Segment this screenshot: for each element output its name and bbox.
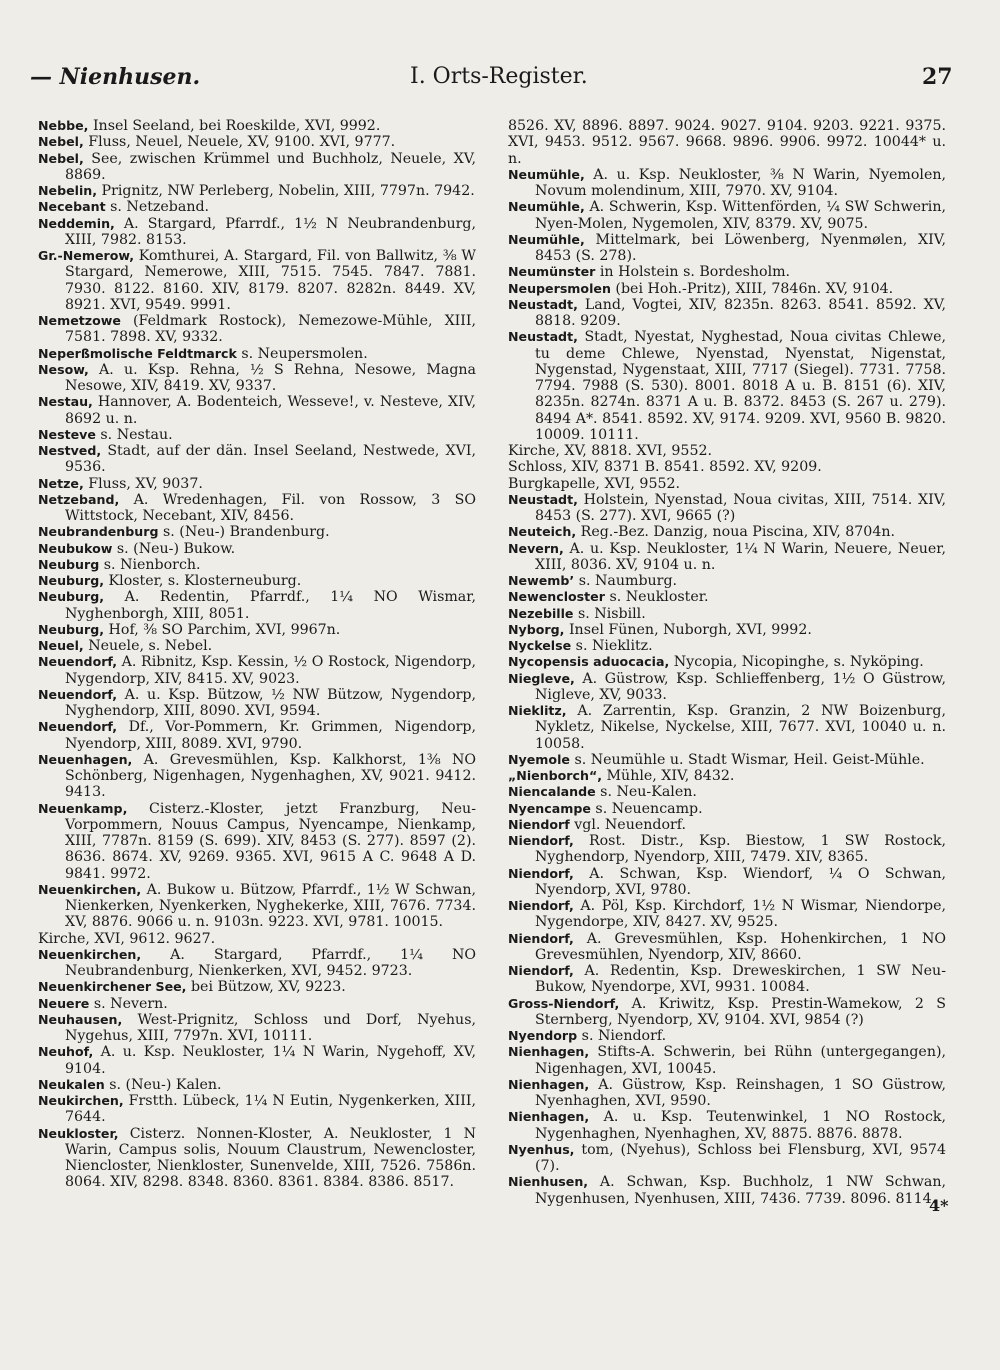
entry-headword: Nestau, [38,394,93,410]
entry-text: s. Neupersmolen. [236,345,368,362]
entry-headword: Nienhagen, [508,1044,590,1060]
index-entry [508,281,946,297]
index-entry [38,687,476,720]
entry-headword: Neukirchen, [38,1093,124,1108]
index-entry [508,1142,946,1175]
entry-text: A. Redentin, Ksp. Dreweskirchen, 1 SW Neu-Bukow, Nyendorpe, XVI, 9931. 10084. [535,963,946,996]
index-entry [508,476,946,492]
entry-headword: Gross-Niendorf, [508,995,620,1011]
entry-text: s. Niendorf. [577,1028,667,1044]
index-entry [38,443,476,476]
entry-headword: Neumühle, [508,166,585,182]
entry-text: Prignitz, NW Perleberg, Nobelin, XIII, 7797n. 7942. [97,183,475,199]
entry-text: Nycopia, Nicopinghe, s. Nyköping. [669,654,924,671]
entry-headword: Nestved, [38,443,102,458]
entry-text: Cisterz. Nonnen-Kloster, A. Neukloster, 1 N Warin, Campus solis, Nouum Claustrum, Newencloster, Niencloster, Nienkloster, Sunenvelde, XIII, 7526. 7586n. 8064. XIV, 8298. 8348. 8360. 8361. 8384. 8386. 8517. [65,1125,476,1191]
index-entry [38,216,476,249]
index-entry [38,492,476,525]
right-column [508,118,946,1207]
entry-text: West-Prignitz, Schloss und Dorf, Nyehus, Nygehus, XIII, 7797n. XVI, 10111. [65,1011,476,1044]
entry-text: Fluss, XV, 9037. [83,475,203,492]
entry-text: Schloss, XIV, 8371 B. 8541. 8592. XV, 9209. [508,459,822,476]
entry-headword: Neddemin, [38,215,115,231]
entry-text: A. Schwan, Ksp. Buchholz, 1 NW Schwan, Nygenhusen, Nyenhusen, XIII, 7436. 7739. 8096. 8114. [535,1174,946,1207]
entry-text: A. u. Ksp. Teutenwinkel, 1 NO Rostock, Nygenhaghen, Nyenhaghen, XV, 8875. 8876. 8878. [535,1109,946,1142]
index-entry [508,654,946,670]
entry-headword: Nienhusen, [508,1174,589,1190]
entry-text: A. Güstrow, Ksp. Reinshagen, 1 SO Güstrow, Nyenhaghen, XVI, 9590. [535,1076,946,1109]
index-entry [38,638,476,654]
index-entry [38,996,476,1012]
entry-headword: Neukloster, [38,1125,119,1141]
index-entry [508,752,946,768]
index-entry [508,671,946,704]
entry-headword: Neuendorf, [38,654,118,670]
entry-headword: Nyencampe [508,800,591,816]
entry-headword: Gr.-Nemerow, [38,248,134,263]
entry-headword: Neuenkirchen, [38,881,142,897]
entry-text: Kloster, s. Klosterneuburg. [104,573,302,589]
entry-text: Cisterz.-Kloster, jetzt Franzburg, Neu-Vorpommern, Nouus Campus, Nyencampe, Nienkamp, XIII, 7787n. 8159 (S. 699). XIV, 8453 (S. 277). 8597 (2). 8636. 8674. XV, 9269. 9365. XVI, 9615 A C. 9648 A D. 9841. 9972. [65,800,476,882]
entry-text: A. Grevesmühlen, Ksp. Hohenkirchen, 1 NO Grevesmühlen, Nyendorp, XIV, 8660. [535,930,946,963]
entry-headword: Niegleve, [508,670,575,686]
entry-headword: Neperßmolische Feldtmarck [38,345,237,361]
index-entry [508,1174,946,1207]
entry-text: Land, Vogtei, XIV, 8235n. 8263. 8541. 8592. XV, 8818. 9209. [535,296,946,329]
entry-text: See, zwischen Krümmel und Buchholz, Neuele, XV, 8869. [65,150,476,183]
index-entry [508,1044,946,1077]
index-entry [508,443,946,459]
entry-text: A. Kriwitz, Ksp. Prestin-Wamekow, 2 S Sternberg, Nyendorp, XV, 9104. XVI, 9854 (?) [535,995,946,1028]
entry-text: bei Bützow, XV, 9223. [186,979,346,996]
index-entry [508,784,946,800]
entry-headword: Neuere [38,995,90,1011]
index-entry [508,297,946,330]
entry-text: Mühle, XIV, 8432. [602,768,735,784]
entry-text: Frstth. Lübeck, 1¼ N Eutin, Nygenkerken, XIII, 7644. [65,1093,476,1126]
running-head-left: — Nienhusen. [30,64,201,90]
index-entry [38,183,476,199]
entry-text: A. u. Ksp. Neukloster, ⅜ N Warin, Nyemolen, Novum molendinum, XIII, 7970. XV, 9104. [535,166,946,199]
entry-text: Hannover, A. Bodenteich, Wesseve!, v. Nesteve, XIV, 8692 u. n. [65,394,476,427]
entry-headword: Nebel, [38,150,84,166]
entry-headword: Neuteich, [508,524,577,540]
index-entry [508,801,946,817]
entry-headword: Neuel, [38,638,84,653]
index-entry [508,833,946,866]
entry-text: A. Stargard, Pfarrdf., 1½ N Neubrandenburg, XIII, 7982. 8153. [65,215,476,248]
entry-headword: Niendorf, [508,898,574,913]
entry-text: s. Neuencamp. [590,800,703,817]
index-entry [508,459,946,475]
entry-headword: Niendorf, [508,963,574,978]
index-entry [508,118,946,167]
entry-text: s. Nevern. [89,995,168,1012]
entry-headword: Nienhagen, [508,1109,590,1125]
entry-text: A. u. Ksp. Neukloster, 1¼ N Warin, Nygehoff, XV, 9104. [65,1044,476,1077]
entry-headword: Neuendorf, [38,686,118,702]
index-entry [38,118,476,134]
entry-headword: Nevern, [508,540,564,556]
entry-headword: Niendorf, [508,930,574,946]
entry-text: Df., Vor-Pommern, Kr. Grimmen, Nigendorp, Nyendorp, XIII, 8089. XVI, 9790. [65,719,476,752]
index-entry [38,573,476,589]
entry-headword: Niendorf, [508,833,574,848]
index-entry [508,167,946,200]
entry-headword: Necebant [38,199,106,215]
entry-text: s. (Neu-) Bukow. [112,540,236,557]
entry-text: Fluss, Neuel, Neuele, XV, 9100. XVI, 9777. [83,134,396,151]
index-entry [508,492,946,525]
entry-headword: Newemb’ [508,573,575,588]
entry-text: A. Güstrow, Ksp. Schlieffenberg, 1½ O Güstrow, Nigleve, XV, 9033. [535,670,946,703]
entry-headword: Neuburg, [38,589,105,605]
entry-headword: Niendorf, [508,865,574,881]
entry-text: vgl. Neuendorf. [569,816,687,833]
entry-headword: Neuburg [38,556,100,572]
entry-headword: Nebel, [38,134,84,150]
index-entry [508,524,946,540]
entry-headword: Nyenhus, [508,1141,575,1157]
entry-text: Rost. Distr., Ksp. Biestow, 1 SW Rostock, Nyghendorp, Nyendorp, XIII, 7479. XIV, 8365. [535,833,946,866]
entry-headword: Nyemole [508,751,570,767]
running-head-title: I. Orts-Register. [410,64,588,89]
entry-text: Insel Seeland, bei Roeskilde, XVI, 9992. [88,118,381,134]
page-number: 27 [922,64,953,90]
entry-headword: Neuendorf, [38,719,118,735]
index-entry [508,232,946,265]
index-entry [508,638,946,654]
entry-headword: Neupersmolen [508,280,611,296]
entry-headword: „Nienborch“, [508,768,603,783]
entry-headword: Neukalen [38,1076,105,1092]
index-entry [508,573,946,589]
index-entry [38,882,476,931]
left-column [38,118,476,1191]
index-entry [38,476,476,492]
index-entry [38,1126,476,1191]
entry-text: Stadt, Nyestat, Nyghestad, Noua civitas Chlewe, tu deme Chlewe, Nyenstad, Nyenstat, Nigenstat, Nygenstad, Nygenstaat, XIII, 7717 (Siegel). 7731. 7758. 7794. 7988 (S. 530). 8001. 8018 A u. B. 8151 (6). XIV, 8235n. 8274n. 8371 A u. B. 8372. 8453 (S. 267 u. 279). 8494 A*. 8541. 8592. XV, 9174. 9209. XVI, 9560 B. 9820. 10009. 10111. [535,329,946,443]
index-entry [38,199,476,215]
index-entry [508,1028,946,1044]
index-entry [508,622,946,638]
index-entry [38,752,476,801]
entry-headword: Netze, [38,475,84,491]
entry-headword: Neuenkamp, [38,800,128,816]
entry-text: Stifts-A. Schwerin, bei Rühn (untergegangen), Nigenhagen, XVI, 10045. [535,1044,946,1077]
entry-text: A. Schwerin, Ksp. Wittenförden, ¼ SW Schwerin, Nyen-Molen, Nygemolen, XIV, 8379. XV, 9075. [535,199,946,232]
index-entry [508,768,946,784]
entry-headword: Netzeband, [38,491,120,507]
entry-headword: Neuhausen, [38,1011,123,1027]
entry-headword: Neumünster [508,264,596,280]
entry-headword: Neustadt, [508,491,578,507]
entry-text: A. u. Ksp. Bützow, ½ NW Bützow, Nygendorp, Nyghendorp, XIII, 8090. XVI, 9594. [65,686,476,719]
index-entry [508,606,946,622]
entry-headword: Neustadt, [508,296,578,312]
index-entry [38,947,476,980]
entry-headword: Neuenhagen, [38,751,133,767]
entry-text: s. Neu-Kalen. [595,784,697,801]
index-entry [38,557,476,573]
entry-text: s. Naumburg. [574,573,678,589]
index-entry [38,979,476,995]
index-entry [38,524,476,540]
entry-text: Burgkapelle, XVI, 9552. [508,475,681,492]
entry-headword: Neuburg, [38,621,105,637]
entry-headword: Nienhagen, [508,1076,590,1092]
entry-text: A. Schwan, Ksp. Wiendorf, ¼ O Schwan, Nyendorp, XVI, 9780. [535,865,946,898]
index-entry [38,346,476,362]
entry-text: A. Wredenhagen, Fil. von Rossow, 3 SO Wittstock, Necebant, XIV, 8456. [65,491,476,524]
entry-text: s. Nestau. [95,426,173,443]
index-entry [38,134,476,150]
entry-text: s. (Neu-) Kalen. [104,1076,222,1093]
entry-headword: Neuhof, [38,1044,94,1060]
index-entry [508,931,946,964]
index-entry [38,1093,476,1126]
entry-headword: Neumühle, [508,199,585,215]
entry-headword: Neustadt, [508,329,578,345]
entry-headword: Neuenkirchener See, [38,979,187,995]
entry-text: Stadt, auf der dän. Insel Seeland, Nestwede, XVI, 9536. [65,443,476,476]
entry-text: Kirche, XVI, 9612. 9627. [38,930,216,947]
entry-text: Mittelmark, bei Löwenberg, Nyenmølen, XIV, 8453 (S. 278). [535,231,946,264]
entry-headword: Neuenkirchen, [38,946,142,962]
index-entry [508,1109,946,1142]
index-entry [508,329,946,443]
entry-text: A. Bukow u. Bützow, Pfarrdf., 1½ W Schwan, Nienkerken, Nyenkerken, Nyghekerke, XIII, 7676. 7734. XV, 8876. 9066 u. n. 9103n. 9223. XVI, 9781. 10015. [65,881,476,931]
entry-headword: Newencloster [508,589,605,605]
index-entry [38,1077,476,1093]
entry-text: in Holstein s. Bordesholm. [595,264,791,281]
signature-mark: 4* [929,1196,949,1215]
index-entry [508,264,946,280]
index-entry [38,151,476,184]
entry-text: 8526. XV, 8896. 8897. 9024. 9027. 9104. 9203. 9221. 9375. XVI, 9453. 9512. 9567. 9668. 9896. 9906. 9972. 10044* u. n. [508,118,946,167]
entry-headword: Nebelin, [38,183,98,198]
entry-text: Kirche, XV, 8818. XVI, 9552. [508,443,713,459]
index-entry [508,199,946,232]
entry-text: Reg.-Bez. Danzig, noua Piscina, XIV, 8704n. [576,524,896,541]
index-entry [508,996,946,1029]
entry-headword: Niendorf [508,816,570,832]
entry-text: s. Neukloster. [604,589,709,606]
index-entry [508,589,946,605]
entry-text: A. Stargard, Pfarrdf., 1¼ NO Neubrandenburg, Nienkerken, XVI, 9452. 9723. [65,946,476,979]
entry-headword: Nyborg, [508,621,565,637]
index-entry [38,589,476,622]
entry-headword: Niencalande [508,784,596,800]
entry-text: Neuele, s. Nebel. [83,638,213,654]
index-entry [38,654,476,687]
entry-text: s. (Neu-) Brandenburg. [158,524,330,541]
index-entry [38,1044,476,1077]
index-entry [508,541,946,574]
entry-text: (bei Hoh.-Pritz), XIII, 7846n. XV, 9104. [610,280,894,297]
entry-text: s. Neumühle u. Stadt Wismar, Heil. Geist-Mühle. [569,751,925,768]
index-entry [38,248,476,313]
index-entry [508,963,946,996]
entry-headword: Neumühle, [508,231,585,247]
index-entry [38,719,476,752]
index-entry [508,703,946,752]
entry-text: A. Ribnitz, Ksp. Kessin, ½ O Rostock, Nigendorp, Nygendorp, XIV, 8415. XV, 9023. [65,654,476,687]
index-entry [38,313,476,346]
entry-text: Insel Fünen, Nuborgh, XVI, 9992. [564,621,812,638]
entry-text: A. u. Ksp. Neukloster, 1¼ N Warin, Neuere, Neuer, XIII, 8036. XV, 9104 u. n. [535,540,946,573]
index-entry [38,362,476,395]
entry-text: A. Redentin, Pfarrdf., 1¼ NO Wismar, Nyghenborgh, XIII, 8051. [65,589,476,622]
index-entry [508,1077,946,1110]
entry-text: s. Nisbill. [573,605,646,622]
index-entry [38,427,476,443]
entry-text: s. Netzeband. [105,199,210,216]
entry-text: A. u. Ksp. Rehna, ½ S Rehna, Nesowe, Magna Nesowe, XIV, 8419. XV, 9337. [65,361,476,394]
entry-text: (Feldmark Rostock), Nemezowe-Mühle, XIII, 7581. 7898. XV, 9332. [65,313,476,346]
entry-headword: Nieklitz, [508,703,567,718]
entry-text: tom, (Nyehus), Schloss bei Flensburg, XVI, 9574 (7). [535,1141,946,1174]
entry-headword: Nesow, [38,361,89,377]
entry-headword: Neubukow [38,540,113,556]
entry-headword: Nebbe, [38,118,89,133]
index-entry [508,817,946,833]
entry-headword: Nemetzowe [38,313,121,328]
entry-text: Holstein, Nyenstad, Noua civitas, XIII, 7514. XIV, 8453 (S. 277). XVI, 9665 (?) [535,491,946,524]
index-entry [38,801,476,882]
entry-text: Komthurei, A. Stargard, Fil. von Ballwitz, ⅜ W Stargard, Nemerowe, XIII, 7515. 7545. 7847. 7881. 7930. 8122. 8160. XIV, 8179. 8207. 8282n. 8449. XV, 8921. XVI, 9549. 9991. [65,248,476,313]
index-entry [508,866,946,899]
index-entry [38,931,476,947]
index-entry [38,394,476,427]
index-entry [38,1012,476,1045]
entry-text: Hof, ⅜ SO Parchim, XVI, 9967n. [104,621,341,638]
entry-text: A. Pöl, Ksp. Kirchdorf, 1½ N Wismar, Niendorpe, Nygendorpe, XIV, 8427. XV, 9525. [535,898,946,931]
entry-headword: Nesteve [38,426,96,442]
entry-text: A. Zarrentin, Ksp. Granzin, 2 NW Boizenburg, Nykletz, Nikelse, Nyckelse, XIII, 7677. XVI, 10040 u. n. 10058. [535,703,946,752]
entry-text: s. Nienborch. [99,556,201,573]
entry-headword: Nyendorp [508,1028,578,1043]
entry-headword: Neuburg, [38,573,105,588]
entry-text: A. Grevesmühlen, Ksp. Kalkhorst, 1⅜ NO Schönberg, Nigenhagen, Nygenhaghen, XV, 9021. 9412. 9413. [65,751,476,801]
index-entry [508,898,946,931]
index-entry [38,541,476,557]
entry-headword: Nycopensis aduocacia, [508,654,670,670]
entry-headword: Nezebille [508,605,574,621]
entry-headword: Neubrandenburg [38,524,159,540]
entry-text: s. Nieklitz. [571,638,653,654]
index-entry [38,622,476,638]
entry-headword: Nyckelse [508,638,572,653]
